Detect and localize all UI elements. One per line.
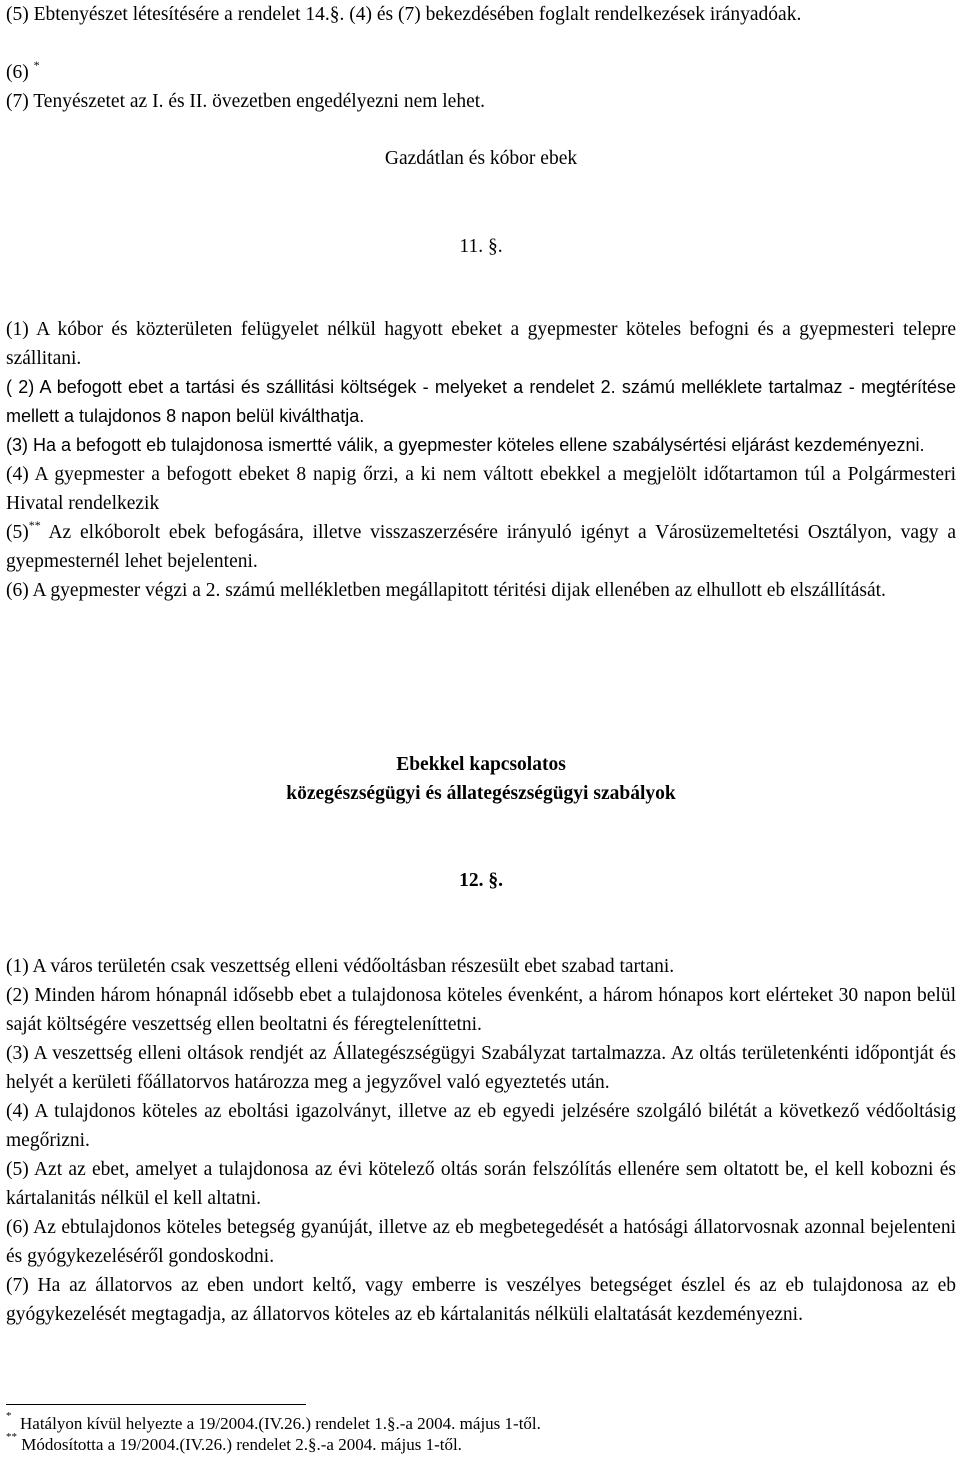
s11-paragraph-6: (6) A gyepmester végzi a 2. számú mellékletben megállapitott téritési dijak ellenében az elhullott eb elszállítását.	[6, 580, 886, 601]
s11-paragraph-2: ( 2) A befogott ebet a tartási és szállitási költségek - melyeket a rendelet 2. számú melléklete tartalmaz - megtérítése mellett a tulajdonos 8 napon belül kiválthatja.	[6, 377, 956, 426]
s12-paragraph-5: (5) Azt az ebet, amelyet a tulajdonosa az évi kötelező oltás során felszólítás ellenére sem oltatott be, el kell kobozni és kártalanitás nélkül el kell altatni.	[6, 1159, 956, 1209]
s12-paragraph-1: (1) A város területén csak veszettség elleni védőoltásban részesült ebet szabad tartani.	[6, 956, 675, 977]
s11-paragraph-1: (1) A kóbor és közterületen felügyelet nélkül hagyott ebeket a gyepmester köteles befogni és a gyepmesteri telepre szállitani.	[6, 319, 956, 369]
s12-paragraph-3: (3) A veszettség elleni oltások rendjét az Állategészségügyi Szabályzat tartalmazza. Az oltás területenkénti időpontját és helyét a kerületi főállatorvos határozza meg a jegyzővel való egyeztetés után.	[6, 1043, 956, 1093]
section-12-body	[6, 952, 956, 1329]
footnote-divider	[6, 1404, 306, 1405]
section-11-number: 11. §.	[459, 236, 503, 257]
s12-paragraph-6: (6) Az ebtulajdonos köteles betegség gyanúját, illetve az eb megbetegedését a hatósági állatorvosnak azonnal bejelenteni és gyógykezeléséről gondoskodni.	[6, 1217, 956, 1267]
section-12-heading-line2: közegészségügyi és állategészségügyi szabályok	[286, 783, 676, 804]
footnote-text-2: Módosította a 19/2004.(IV.26.) rendelet 2.§.-a 2004. május 1-től.	[21, 1435, 462, 1454]
section-12-number: 12. §.	[459, 870, 503, 891]
label-6: (6)	[6, 62, 29, 83]
footnote-1	[6, 1410, 956, 1433]
footnote-ref-1[interactable]: *	[33, 57, 40, 72]
paragraph-top-7: (7) Tenyészetet az I. és II. övezetben engedélyezni nem lehet.	[6, 91, 486, 112]
footnote-mark-1: *	[6, 1410, 12, 1423]
paragraph-top-5: (5) Ebtenyészet létesítésére a rendelet 14.§. (4) és (7) bekezdésében foglalt rendelkezések irányadóak.	[6, 4, 802, 25]
s11-paragraph-4: (4) A gyepmester a befogott ebeket 8 napig őrzi, a ki nem váltott ebekkel a megjelölt időtartamon túl a Polgármesteri Hivatal rendelkezik	[6, 464, 956, 514]
footnotes	[6, 1410, 956, 1454]
paragraph-top-6	[6, 58, 40, 87]
s11-p5-text: Az elkóborolt ebek befogására, illetve visszaszerzésére irányuló igényt a Városüzemeltetési Osztályon, vagy a gyepmesternél lehet bejelenteni.	[6, 522, 956, 572]
s12-paragraph-2: (2) Minden három hónapnál idősebb ebet a tulajdonosa köteles évenként, a három hónapos kort elérteket 30 napon belül saját költségére veszettség ellen beoltatni és féregteleníttetni.	[6, 985, 956, 1035]
s11-paragraph-5	[6, 518, 956, 576]
label-5: (5)	[6, 522, 29, 543]
footnote-mark-2: **	[6, 1431, 17, 1444]
footnote-text-1: Hatályon kívül helyezte a 19/2004.(IV.26.) rendelet 1.§.-a 2004. május 1-től.	[20, 1414, 541, 1433]
s12-paragraph-7: (7) Ha az állatorvos az eben undort keltő, vagy emberre is veszélyes betegséget észlel és az eb tulajdonosa az eb gyógykezelését megtagadja, az állatorvos köteles az eb kártalanitás nélküli elaltatását kezdeményezni.	[6, 1275, 956, 1325]
s12-paragraph-4: (4) A tulajdonos köteles az eboltási igazolványt, illetve az eb egyedi jelzésére szolgáló bilétát a következő védőoltásig megőrizni.	[6, 1101, 956, 1151]
section-11-body	[6, 315, 956, 605]
section-11-heading: Gazdátlan és kóbor ebek	[384, 148, 578, 169]
section-12-heading-line1: Ebekkel kapcsolatos	[396, 754, 566, 775]
footnote-ref-2[interactable]: **	[28, 517, 41, 532]
footnote-2	[6, 1431, 956, 1454]
s11-paragraph-3: (3) Ha a befogott eb tulajdonosa ismertté válik, a gyepmester köteles ellene szabálysértési eljárást kezdeményezni.	[6, 435, 925, 455]
